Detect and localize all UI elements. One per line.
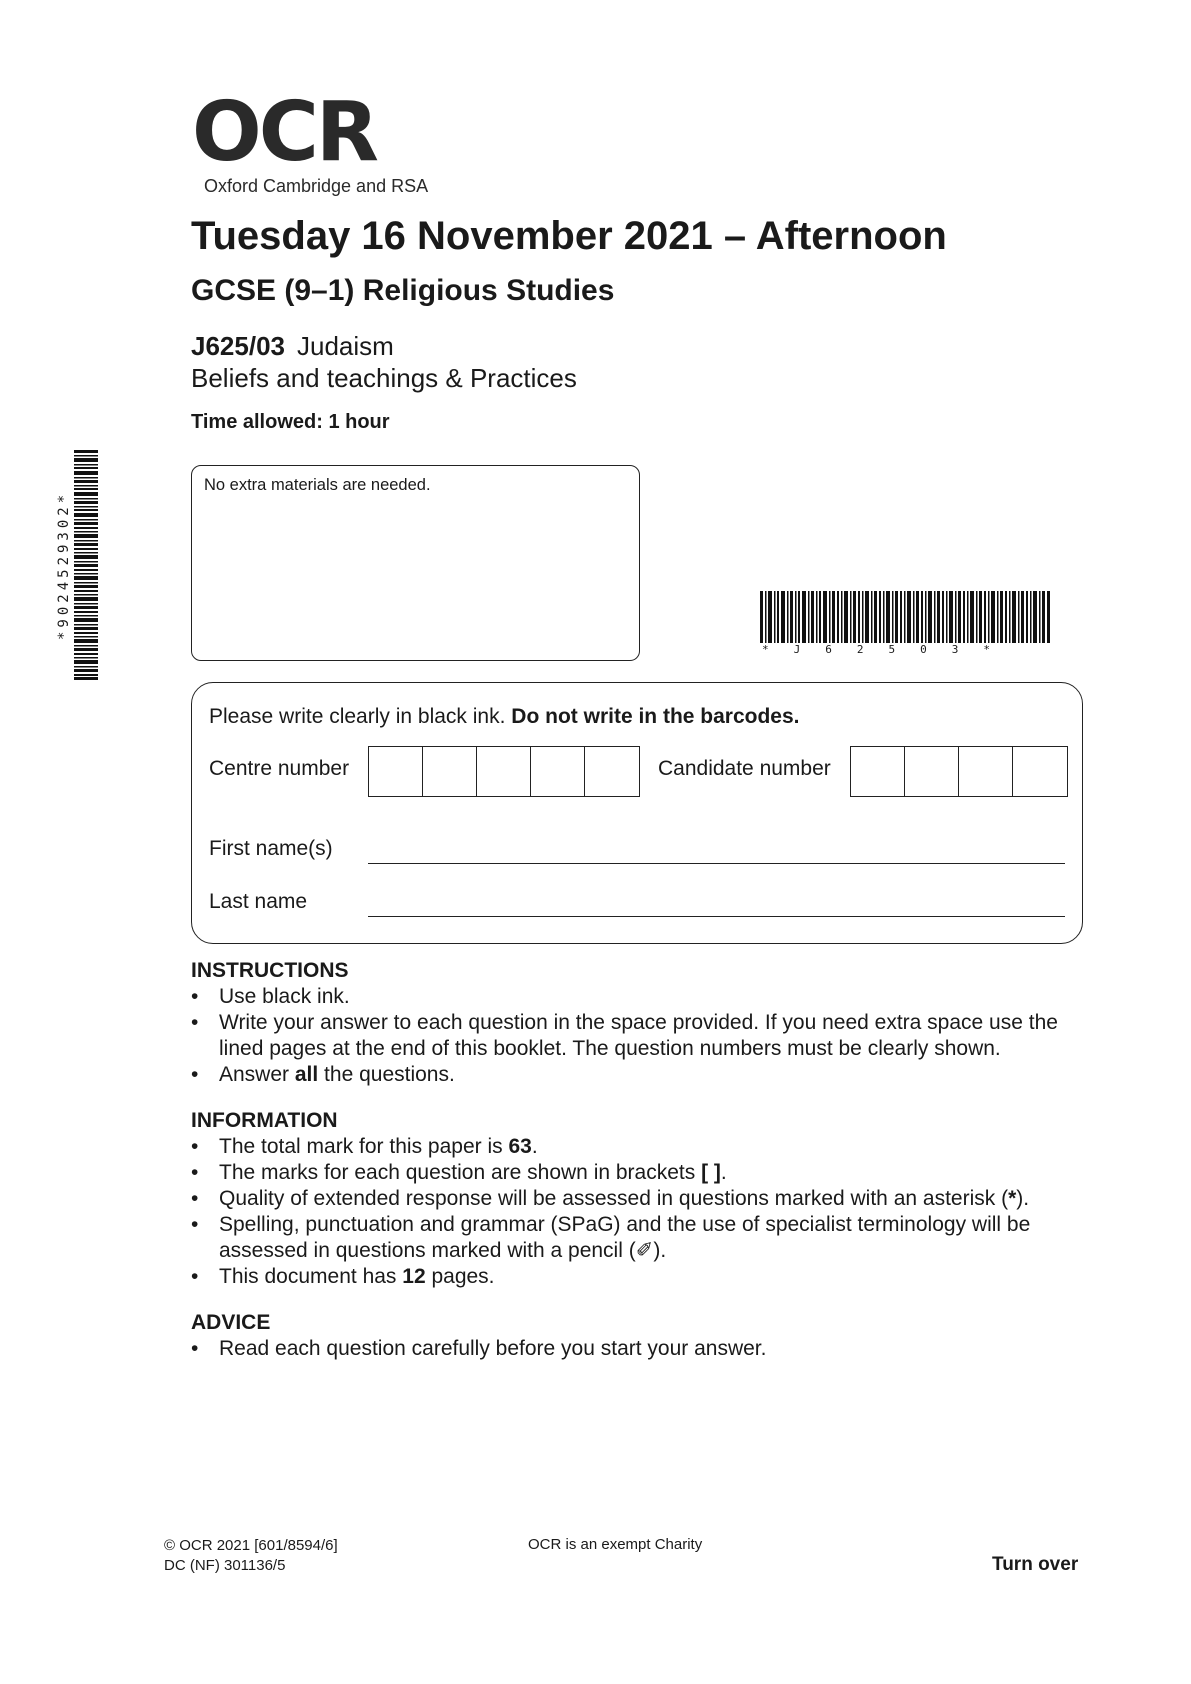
paper-title: Judaism — [296, 331, 394, 361]
information-item — [191, 1212, 1091, 1264]
barcode-warning: Do not write in the barcodes. — [511, 705, 800, 728]
candidate-number-digit[interactable] — [851, 747, 905, 796]
advice-text: Read each question carefully before you start your answer. — [219, 1337, 767, 1360]
ocr-logo — [192, 85, 429, 197]
materials-box — [191, 465, 640, 661]
instructions-heading: INSTRUCTIONS — [191, 959, 349, 982]
centre-number-digit[interactable] — [477, 747, 531, 796]
logo-subtitle: Oxford Cambridge and RSA — [204, 176, 429, 196]
candidate-number-digit[interactable] — [959, 747, 1013, 796]
main-barcode-bars — [760, 591, 1050, 643]
instruction-text: Answer — [219, 1063, 295, 1086]
advice-heading: ADVICE — [191, 1311, 271, 1334]
side-barcode-digits: *9024529302* — [56, 490, 72, 640]
document-reference: DC (NF) 301136/5 — [164, 1557, 286, 1574]
paper-code-line — [191, 330, 394, 362]
information-heading: INFORMATION — [191, 1109, 338, 1132]
information-text: . — [531, 1135, 538, 1158]
subject-title: GCSE (9–1) Religious Studies — [191, 274, 615, 307]
first-name-line[interactable] — [368, 863, 1065, 864]
information-text: The total mark for this paper is — [219, 1135, 509, 1158]
information-text: ). — [653, 1239, 667, 1262]
advice-section — [191, 1310, 1091, 1362]
advice-item — [191, 1336, 1091, 1362]
centre-number-digit[interactable] — [423, 747, 477, 796]
instruction-text: the questions. — [318, 1063, 455, 1086]
ink-instruction — [209, 705, 800, 729]
main-barcode — [760, 591, 1050, 656]
centre-number-label: Centre number — [209, 757, 350, 780]
information-text: pages. — [425, 1265, 495, 1288]
candidate-number-label: Candidate number — [658, 757, 831, 780]
instructions-section — [191, 958, 1091, 1088]
first-name-label: First name(s) — [209, 837, 333, 860]
turn-over: Turn over — [992, 1554, 1079, 1575]
total-mark: 63 — [508, 1135, 532, 1158]
asterisk-symbol: * — [1008, 1187, 1017, 1210]
information-text: Quality of extended response will be assessed in questions marked with an asterisk ( — [219, 1187, 1009, 1210]
time-allowed: Time allowed: 1 hour — [191, 411, 390, 433]
information-item — [191, 1160, 1091, 1186]
logo-mark: OCR — [192, 85, 377, 180]
pencil-icon: ✐ — [635, 1239, 654, 1262]
last-name-label: Last name — [209, 890, 308, 913]
information-text: Spelling, punctuation and grammar (SPaG) and the use of specialist terminology will be assessed in questions marked with a pencil ( — [219, 1213, 1031, 1262]
paper-code: J625/03 — [191, 331, 285, 361]
instruction-emphasis: all — [294, 1063, 319, 1086]
page-count: 12 — [402, 1265, 426, 1288]
centre-number-digit[interactable] — [585, 747, 639, 796]
information-item — [191, 1264, 1091, 1290]
side-barcode — [56, 450, 98, 680]
centre-number-digit[interactable] — [369, 747, 423, 796]
last-name-line[interactable] — [368, 916, 1065, 917]
candidate-number-digit[interactable] — [905, 747, 959, 796]
instruction-item — [191, 1062, 1091, 1088]
candidate-number-digit[interactable] — [1013, 747, 1067, 796]
information-item — [191, 1134, 1091, 1160]
main-barcode-digits: *J62503* — [762, 643, 1015, 656]
information-text: . — [720, 1161, 727, 1184]
instruction-text: Use black ink. — [219, 985, 350, 1008]
information-text: This document has — [219, 1265, 403, 1288]
instruction-text: Write your answer to each question in the space provided. If you need extra space use the lined pages at the end of this booklet. The question numbers must be clearly shown. — [219, 1011, 1058, 1060]
information-text: The marks for each question are shown in brackets — [219, 1161, 702, 1184]
centre-number-digit[interactable] — [531, 747, 585, 796]
candidate-details-box — [191, 682, 1083, 944]
rubric-sections — [191, 958, 1091, 1382]
side-barcode-bars — [74, 450, 98, 680]
candidate-number-boxes[interactable] — [850, 746, 1068, 797]
exam-date: Tuesday 16 November 2021 – Afternoon — [191, 214, 947, 258]
brackets-symbol: [ ] — [701, 1161, 721, 1184]
charity-note: OCR is an exempt Charity — [528, 1536, 703, 1553]
copyright: © OCR 2021 [601/8594/6] — [164, 1537, 338, 1554]
materials-text: No extra materials are needed. — [204, 476, 431, 494]
instruction-item — [191, 1010, 1091, 1062]
ink-instruction-text: Please write clearly in black ink. — [209, 705, 512, 728]
centre-number-boxes[interactable] — [368, 746, 640, 797]
paper-components: Beliefs and teachings & Practices — [191, 363, 577, 393]
footer-left — [164, 1536, 338, 1576]
information-item — [191, 1186, 1091, 1212]
instruction-item — [191, 984, 1091, 1010]
information-text: ). — [1016, 1187, 1030, 1210]
information-section — [191, 1108, 1091, 1290]
